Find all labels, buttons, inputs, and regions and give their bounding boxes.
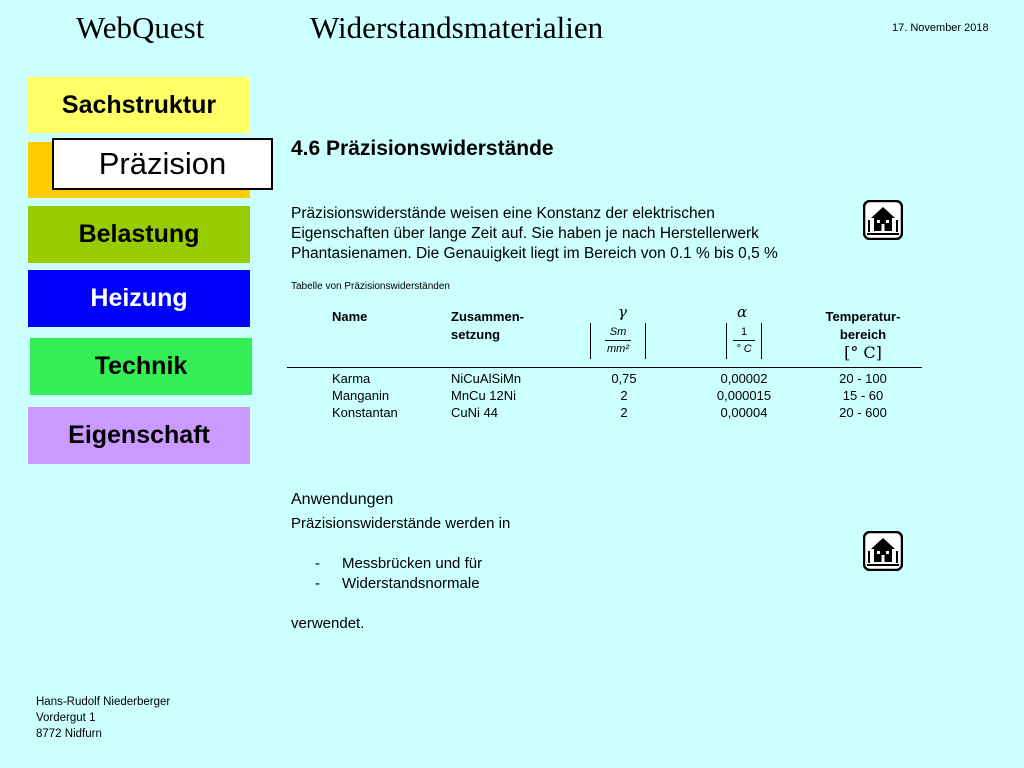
applications-closing: verwendet. <box>291 615 365 632</box>
nav-eigenschaft-button[interactable]: Eigenschaft <box>28 407 250 464</box>
list-item: Messbrücken und für <box>342 555 483 572</box>
gamma-unit-numerator: Sm <box>609 326 627 338</box>
table-cell-gamma: 2 <box>620 405 628 420</box>
app-title: WebQuest <box>76 10 205 45</box>
table-cell-range: 20 - 100 <box>839 371 887 386</box>
alpha-unit-bracket <box>726 323 762 359</box>
footer-city: 8772 Nidfurn <box>36 728 102 740</box>
table-cell-composition: CuNi 44 <box>451 405 498 420</box>
table-cell-composition: MnCu 12Ni <box>451 388 517 403</box>
table-cell-name: Konstantan <box>332 405 398 420</box>
applications-title: Anwendungen <box>291 491 394 508</box>
fraction-line <box>605 340 631 341</box>
footer-name: Hans-Rudolf Niederberger <box>36 696 171 708</box>
table-divider <box>287 367 922 368</box>
table-cell-name: Manganin <box>332 388 390 403</box>
col-header-temperatur: Temperatur- <box>825 309 901 324</box>
table-caption: Tabelle von Präzisionswiderständen <box>291 281 450 292</box>
date-label: 17. November 2018 <box>892 22 989 34</box>
table-cell-gamma: 0,75 <box>611 371 637 386</box>
col-header-zusammen: Zusammen- <box>451 309 524 324</box>
list-item: Widerstandsnormale <box>342 575 480 592</box>
table-cell-range: 15 - 60 <box>842 388 884 403</box>
table-cell-alpha: 0,00002 <box>720 371 768 386</box>
col-header-bereich: bereich <box>839 327 887 342</box>
table-cell-alpha: 0,000015 <box>716 388 772 403</box>
alpha-symbol: α <box>737 303 748 321</box>
home-icon[interactable] <box>863 531 903 571</box>
nav-belastung-button[interactable]: Belastung <box>28 206 250 263</box>
col-header-name: Name <box>332 309 368 324</box>
nav-sachstruktur-button[interactable]: Sachstruktur <box>28 77 250 133</box>
nav-praezision-active-tab[interactable]: Präzision <box>52 138 273 190</box>
section-heading: 4.6 Präzisionswiderstände <box>291 137 554 160</box>
table-cell-range: 20 - 600 <box>839 405 887 420</box>
table-cell-name: Karma <box>332 371 371 386</box>
intro-line: Präzisionswiderstände weisen eine Konstanz der elektrischen <box>291 205 715 222</box>
intro-line: Phantasienamen. Die Genauigkeit liegt im Bereich von 0.1 % bis 0,5 % <box>291 245 778 262</box>
col-header-setzung: setzung <box>451 327 501 342</box>
intro-line: Eigenschaften über lange Zeit auf. Sie haben je nach Herstellerwerk <box>291 225 759 242</box>
table-cell-alpha: 0,00004 <box>720 405 768 420</box>
list-bullet: - <box>315 555 320 572</box>
alpha-unit-denominator: ° C <box>736 343 752 355</box>
table-cell-composition: NiCuAlSiMn <box>451 371 522 386</box>
table-cell-gamma: 2 <box>620 388 628 403</box>
home-icon[interactable] <box>863 200 903 240</box>
gamma-unit-bracket <box>590 323 646 359</box>
nav-technik-button[interactable]: Technik <box>30 338 252 395</box>
fraction-line <box>733 340 755 341</box>
footer-street: Vordergut 1 <box>36 712 96 724</box>
gamma-symbol: γ <box>618 303 627 321</box>
nav-heizung-button[interactable]: Heizung <box>28 270 250 327</box>
col-header-temp-unit: [° C] <box>844 343 882 362</box>
gamma-unit-denominator: mm² <box>607 343 629 355</box>
intro-paragraph <box>291 204 851 264</box>
page-title: Widerstandsmaterialien <box>310 10 604 45</box>
list-bullet: - <box>315 575 320 592</box>
applications-subtitle: Präzisionswiderstände werden in <box>291 515 511 532</box>
alpha-unit-numerator: 1 <box>740 326 748 338</box>
